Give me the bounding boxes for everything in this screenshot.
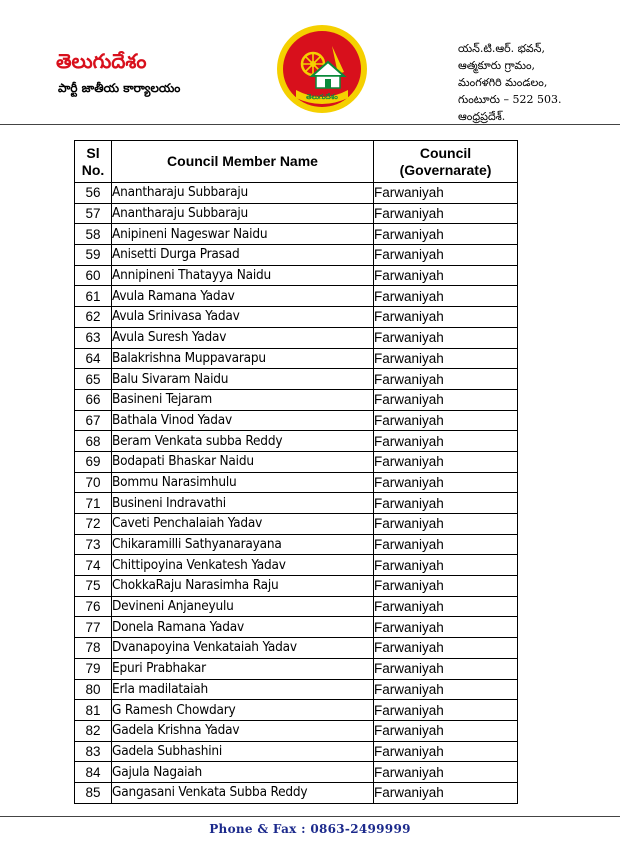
table-row — [75, 183, 518, 204]
row-sl-no: 63 — [75, 327, 112, 348]
table-row — [75, 245, 518, 266]
row-council: Farwaniyah — [374, 245, 518, 266]
row-sl-no: 56 — [75, 183, 112, 204]
row-council: Farwaniyah — [374, 679, 518, 700]
row-council: Farwaniyah — [374, 203, 518, 224]
row-council: Farwaniyah — [374, 472, 518, 493]
table-row — [75, 679, 518, 700]
table-row — [75, 741, 518, 762]
row-member-name: Devineni Anjaneyulu — [112, 596, 374, 617]
row-sl-no: 60 — [75, 265, 112, 286]
row-sl-no: 65 — [75, 369, 112, 390]
row-sl-no: 80 — [75, 679, 112, 700]
row-council: Farwaniyah — [374, 534, 518, 555]
row-council: Farwaniyah — [374, 369, 518, 390]
row-council: Farwaniyah — [374, 700, 518, 721]
row-member-name: Gajula Nagaiah — [112, 762, 374, 783]
table-row — [75, 327, 518, 348]
row-sl-no: 72 — [75, 514, 112, 535]
row-council: Farwaniyah — [374, 286, 518, 307]
table-row — [75, 576, 518, 597]
row-member-name: Epuri Prabhakar — [112, 658, 374, 679]
table-row — [75, 369, 518, 390]
letterhead — [0, 0, 620, 124]
row-council: Farwaniyah — [374, 327, 518, 348]
address-block — [458, 40, 618, 125]
row-member-name: Caveti Penchalaiah Yadav — [112, 514, 374, 535]
row-council: Farwaniyah — [374, 307, 518, 328]
row-member-name: Gadela Subhashini — [112, 741, 374, 762]
row-council: Farwaniyah — [374, 410, 518, 431]
row-sl-no: 68 — [75, 431, 112, 452]
row-sl-no: 84 — [75, 762, 112, 783]
row-council: Farwaniyah — [374, 555, 518, 576]
row-sl-no: 85 — [75, 782, 112, 803]
row-sl-no: 70 — [75, 472, 112, 493]
phone-fax: Phone & Fax : 0863-2499999 — [209, 822, 411, 836]
table-body — [75, 183, 518, 804]
party-logo-icon — [276, 24, 368, 114]
address-line: యన్.టి.ఆర్. భవన్, — [458, 42, 545, 55]
table-row — [75, 224, 518, 245]
header-council: Council (Governarate) — [374, 141, 518, 183]
row-council: Farwaniyah — [374, 782, 518, 803]
row-member-name: Basineni Tejaram — [112, 389, 374, 410]
row-sl-no: 58 — [75, 224, 112, 245]
row-member-name: Gangasani Venkata Subba Reddy — [112, 782, 374, 803]
row-member-name: Anantharaju Subbaraju — [112, 203, 374, 224]
row-sl-no: 66 — [75, 389, 112, 410]
row-council: Farwaniyah — [374, 638, 518, 659]
row-member-name: Anipineni Nageswar Naidu — [112, 224, 374, 245]
row-member-name: Gadela Krishna Yadav — [112, 720, 374, 741]
row-member-name: Bathala Vinod Yadav — [112, 410, 374, 431]
row-council: Farwaniyah — [374, 617, 518, 638]
table-row — [75, 782, 518, 803]
table-row — [75, 389, 518, 410]
row-council: Farwaniyah — [374, 389, 518, 410]
row-member-name: Balu Sivaram Naidu — [112, 369, 374, 390]
row-member-name: Bodapati Bhaskar Naidu — [112, 451, 374, 472]
row-council: Farwaniyah — [374, 720, 518, 741]
row-sl-no: 78 — [75, 638, 112, 659]
row-sl-no: 64 — [75, 348, 112, 369]
row-member-name: Avula Suresh Yadav — [112, 327, 374, 348]
row-council: Farwaniyah — [374, 493, 518, 514]
row-member-name: Erla madilataiah — [112, 679, 374, 700]
table-row — [75, 203, 518, 224]
table-header-row — [75, 141, 518, 183]
row-sl-no: 77 — [75, 617, 112, 638]
table-row — [75, 348, 518, 369]
row-council: Farwaniyah — [374, 265, 518, 286]
table-row — [75, 555, 518, 576]
row-member-name: Anisetti Durga Prasad — [112, 245, 374, 266]
header-divider — [0, 124, 620, 125]
row-sl-no: 81 — [75, 700, 112, 721]
row-council: Farwaniyah — [374, 224, 518, 245]
row-member-name: Beram Venkata subba Reddy — [112, 431, 374, 452]
row-member-name: ChokkaRaju Narasimha Raju — [112, 576, 374, 597]
row-sl-no: 82 — [75, 720, 112, 741]
row-sl-no: 62 — [75, 307, 112, 328]
row-member-name: Avula Srinivasa Yadav — [112, 307, 374, 328]
row-council: Farwaniyah — [374, 514, 518, 535]
party-name: తెలుగుదేశం — [56, 49, 147, 73]
row-sl-no: 75 — [75, 576, 112, 597]
row-council: Farwaniyah — [374, 348, 518, 369]
row-member-name: Chikaramilli Sathyanarayana — [112, 534, 374, 555]
row-member-name: Avula Ramana Yadav — [112, 286, 374, 307]
table-row — [75, 472, 518, 493]
row-member-name: Anantharaju Subbaraju — [112, 183, 374, 204]
address-line: ఆంధ్రప్రదేశ్. — [458, 110, 506, 123]
table-row — [75, 596, 518, 617]
table-row — [75, 638, 518, 659]
table-row — [75, 307, 518, 328]
header-sl-no: Sl No. — [75, 141, 112, 183]
row-sl-no: 69 — [75, 451, 112, 472]
row-sl-no: 76 — [75, 596, 112, 617]
row-member-name: Bommu Narasimhulu — [112, 472, 374, 493]
table-row — [75, 514, 518, 535]
row-sl-no: 57 — [75, 203, 112, 224]
row-member-name: G Ramesh Chowdary — [112, 700, 374, 721]
row-member-name: Dvanapoyina Venkataiah Yadav — [112, 638, 374, 659]
table-row — [75, 617, 518, 638]
row-council: Farwaniyah — [374, 183, 518, 204]
row-council: Farwaniyah — [374, 741, 518, 762]
table-row — [75, 410, 518, 431]
row-council: Farwaniyah — [374, 762, 518, 783]
row-member-name: Chittipoyina Venkatesh Yadav — [112, 555, 374, 576]
address-line: గుంటూరు – 522 503. — [458, 93, 562, 106]
address-line: మంగళగిరి మండలం, — [458, 76, 548, 89]
table-row — [75, 534, 518, 555]
row-member-name: Busineni Indravathi — [112, 493, 374, 514]
address-line: ఆత్మకూరు గ్రామం, — [458, 59, 536, 72]
table-row — [75, 720, 518, 741]
table-row — [75, 265, 518, 286]
table-row — [75, 493, 518, 514]
row-member-name: Donela Ramana Yadav — [112, 617, 374, 638]
table-row — [75, 431, 518, 452]
office-name: పార్టీ జాతీయ కార్యాలయం — [58, 81, 181, 95]
row-sl-no: 74 — [75, 555, 112, 576]
row-sl-no: 73 — [75, 534, 112, 555]
row-council: Farwaniyah — [374, 596, 518, 617]
table-row — [75, 762, 518, 783]
row-sl-no: 61 — [75, 286, 112, 307]
row-sl-no: 59 — [75, 245, 112, 266]
row-sl-no: 67 — [75, 410, 112, 431]
table-row — [75, 451, 518, 472]
row-sl-no: 79 — [75, 658, 112, 679]
row-sl-no: 83 — [75, 741, 112, 762]
header-member-name: Council Member Name — [112, 141, 374, 183]
row-council: Farwaniyah — [374, 451, 518, 472]
logo-text: తెలుగుదేశం — [306, 93, 338, 101]
row-sl-no: 71 — [75, 493, 112, 514]
row-council: Farwaniyah — [374, 431, 518, 452]
footer-divider — [0, 816, 620, 817]
row-council: Farwaniyah — [374, 658, 518, 679]
table-row — [75, 286, 518, 307]
row-member-name: Balakrishna Muppavarapu — [112, 348, 374, 369]
council-members-table — [74, 140, 518, 804]
table-row — [75, 658, 518, 679]
table-row — [75, 700, 518, 721]
row-council: Farwaniyah — [374, 576, 518, 597]
row-member-name: Annipineni Thatayya Naidu — [112, 265, 374, 286]
